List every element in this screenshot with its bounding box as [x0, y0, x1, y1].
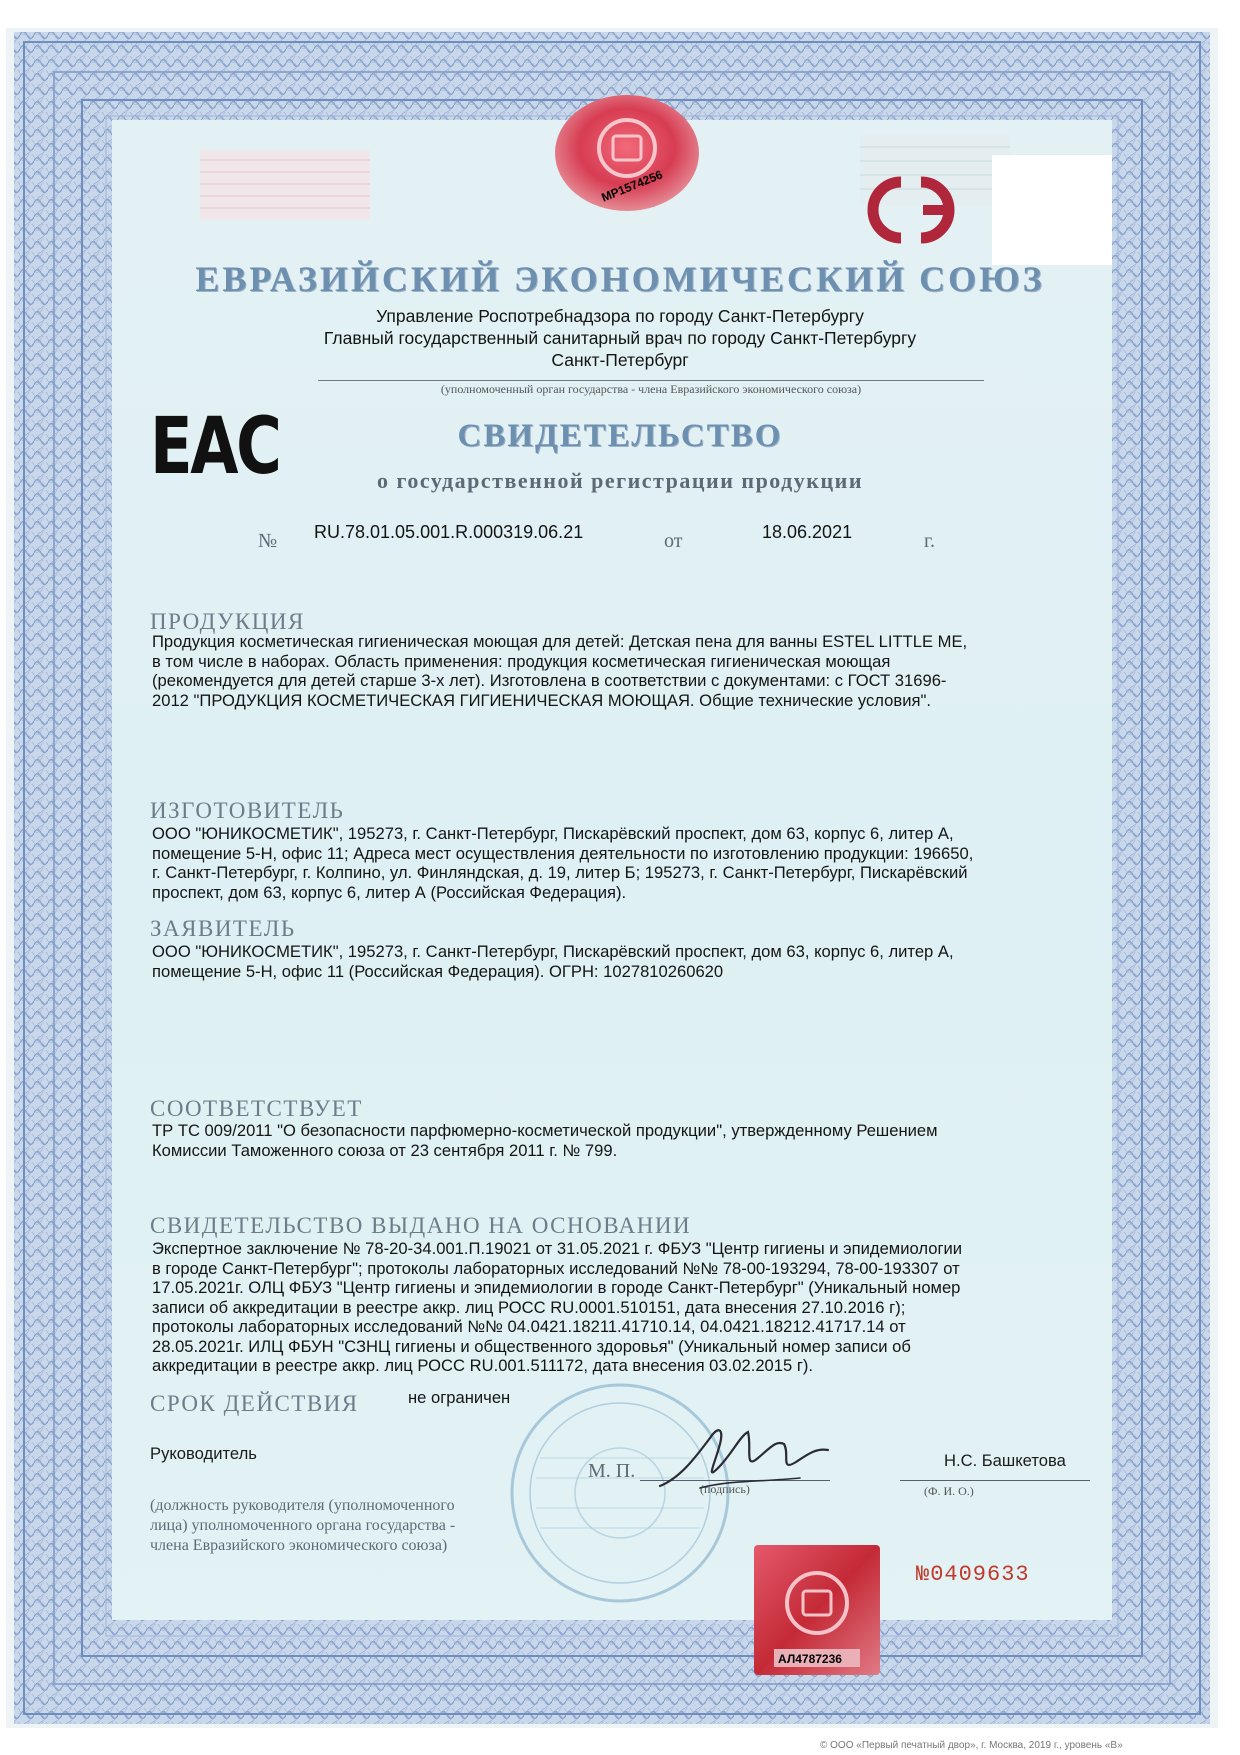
authority-line-2: Главный государственный санитарный врач по городу Санкт-Петербургу [323, 328, 917, 348]
validity-value: не ограничен [408, 1388, 511, 1407]
name-line [900, 1480, 1090, 1481]
product-text: Продукция косметическая гигиеническая моющая для детей: Детская пена для ванны ESTEL LITTLE ME, в том числе в наборах. Область применения: продукция косметическая гигиеническая моющая (рекомендуется для детей старше 3-х лет). Изготовлена в соответствии с документами: с ГОСТ 31696- 2012 "ПРОДУКЦИЯ КОСМЕТИЧЕСКАЯ ГИГИЕНИЧЕСКАЯ МОЮЩАЯ. Общие технические условия". [152, 632, 968, 710]
basis-heading: СВИДЕТЕЛЬСТВО ВЫДАНО НА ОСНОВАНИИ [150, 1213, 692, 1238]
conformity-mark-icon [863, 176, 973, 244]
form-serial-number: №0409633 [916, 1562, 1030, 1587]
handwritten-signature [640, 1418, 840, 1498]
applicant-heading: ЗАЯВИТЕЛЬ [150, 916, 296, 941]
hologram-seal-top [550, 92, 704, 214]
signatory-name: Н.С. Башкетова [944, 1451, 1066, 1470]
hologram-seal-bottom [754, 1545, 880, 1675]
registration-date: 18.06.2021 [762, 522, 853, 542]
hologram-top-code: MP1574256 [599, 167, 665, 205]
authority-line-1: Управление Роспотребнадзора по городу Санкт-Петербургу [376, 306, 864, 326]
registration-number: RU.78.01.05.001.R.000319.06.21 [314, 522, 584, 542]
hologram-bottom-code: АЛ4787236 [778, 1652, 842, 1666]
number-label: № [258, 530, 278, 552]
blank-patch [992, 155, 1112, 265]
printer-note: © ООО «Первый печатный двор», г. Москва, 2019 г., уровень «В» [820, 1740, 1123, 1751]
date-from-label: от [664, 530, 683, 552]
document-title: СВИДЕТЕЛЬСТВО [457, 418, 783, 454]
name-caption: (Ф. И. О.) [924, 1484, 974, 1498]
union-title: ЕВРАЗИЙСКИЙ ЭКОНОМИЧЕСКИЙ СОЮЗ [195, 259, 1045, 299]
basis-text: Экспертное заключение № 78-20-34.001.П.19021 от 31.05.2021 г. ФБУЗ "Центр гигиены и эпидемиологии в городе Санкт-Петербург"; протоколы лабораторных исследований №№ 78-00-193294, 78-00-193307 от 17.05.2021г. ОЛЦ ФБУЗ "Центр гигиены и эпидемиологии в городе Санкт-Петербург" (Уникальный номер записи об аккредитации в реестре аккр. лиц РОСС RU.0001.510151, дата внесения 27.10.2016 г); протоколы лабораторных исследований №№ 04.0421.18211.41710.14, 04.0421.18212.41717.14 от 28.05.2021г. ИЛЦ ФБУН "СЗНЦ гигиены и общественного здоровья" (Уникальный номер записи об аккредитации в реестре аккр. лиц РОСС RU.001.511172, дата внесения 03.02.2015 г). [152, 1239, 963, 1375]
validity-heading: СРОК ДЕЙСТВИЯ [150, 1391, 359, 1416]
signature-caption: (подпись) [700, 1482, 750, 1496]
manufacturer-text: ООО "ЮНИКОСМЕТИК", 195273, г. Санкт-Петербург, Пискарёвский проспект, дом 63, корпус 6, литер А, помещение 5-Н, офис 11; Адреса мест осуществления деятельности по изготовлению продукции: 196650, г. Санкт-Петербург, г. Колпино, ул. Финляндская, д. 19, литер Б; 195273, г. Санкт-Петербург, Пискарёвский проспект, дом 63, корпус 6, литер А (Российская Федерация). [152, 824, 974, 902]
signatory-position: Руководитель [150, 1444, 257, 1463]
conforms-heading: СООТВЕТСТВУЕТ [150, 1096, 363, 1121]
document-subtitle: о государственной регистрации продукции [376, 468, 864, 493]
conforms-text: ТР ТС 009/2011 "О безопасности парфюмерно-косметической продукции", утвержденному Решением Комиссии Таможенного союза от 23 сентября 2011 г. № 799. [152, 1121, 938, 1160]
authority-rule [318, 380, 984, 381]
position-caption: (должность руководителя (уполномоченного лица) уполномоченного органа государства - члена Евразийского экономического союза) [150, 1497, 456, 1554]
authority-line-3: Санкт-Петербург [551, 350, 689, 370]
applicant-text: ООО "ЮНИКОСМЕТИК", 195273, г. Санкт-Петербург, Пискарёвский проспект, дом 63, корпус 6, литер А, помещение 5-Н, офис 11 (Российская Федерация). ОГРН: 1027810260620 [152, 942, 954, 981]
microtext-pattern-left [200, 150, 370, 220]
year-suffix: г. [924, 530, 935, 552]
manufacturer-heading: ИЗГОТОВИТЕЛЬ [150, 798, 345, 823]
product-heading: ПРОДУКЦИЯ [150, 609, 305, 634]
eac-mark: EAC [150, 402, 280, 492]
stamp-place-label: М. П. [588, 1460, 636, 1482]
authority-caption: (уполномоченный орган государства - члена Евразийского экономического союза) [440, 382, 862, 396]
